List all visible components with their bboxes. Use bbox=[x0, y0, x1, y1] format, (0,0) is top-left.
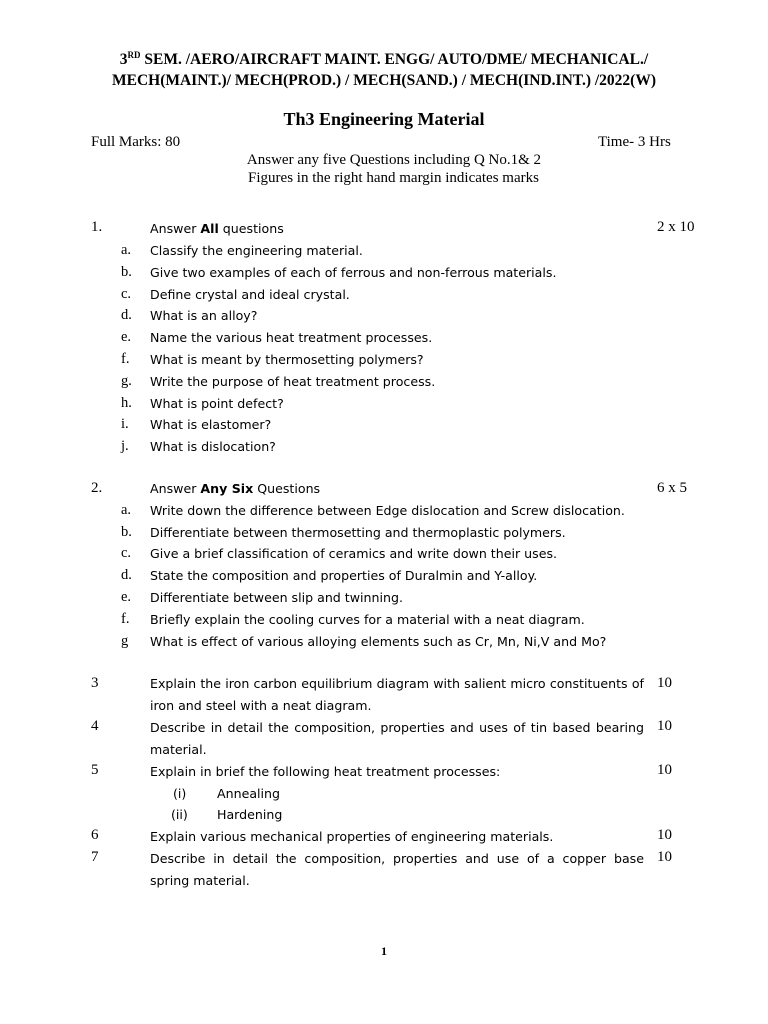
sub-question: State the composition and properties of Duralmin and Y-alloy. bbox=[150, 568, 538, 583]
sub-label: h. bbox=[121, 395, 132, 411]
sub-question: Write the purpose of heat treatment process. bbox=[150, 374, 436, 389]
sub-label: b. bbox=[121, 264, 132, 280]
sub-label: g. bbox=[121, 373, 132, 389]
question-4-text: Describe in detail the composition, properties and uses of tin based bearing material. bbox=[150, 720, 644, 757]
sub-label: a. bbox=[121, 502, 132, 518]
question-number: 2. bbox=[91, 480, 103, 496]
sub-label: f. bbox=[121, 611, 130, 627]
question-2-intro: Answer Any Six Questions bbox=[150, 481, 321, 496]
sub-label: c. bbox=[121, 545, 132, 561]
page-number: 1 bbox=[381, 944, 387, 958]
question-number: 1. bbox=[91, 219, 103, 235]
sub-question: What is point defect? bbox=[150, 396, 284, 411]
sub-question: What is elastomer? bbox=[150, 417, 272, 432]
question-marks: 10 bbox=[657, 675, 672, 691]
sub-question: Name the various heat treatment processes. bbox=[150, 330, 433, 345]
question-marks: 10 bbox=[657, 718, 672, 734]
sub-label: e. bbox=[121, 329, 132, 345]
sub-question: Differentiate between thermosetting and thermoplastic polymers. bbox=[150, 525, 566, 540]
sub-label: d. bbox=[121, 307, 132, 323]
question-marks: 2 x 10 bbox=[657, 219, 695, 235]
full-marks: Full Marks: 80 bbox=[91, 134, 181, 150]
sub-question: What is an alloy? bbox=[150, 308, 258, 323]
question-3-text: Explain the iron carbon equilibrium diagram with salient micro constituents of iron and steel with a neat diagram. bbox=[150, 676, 644, 713]
instruction-1: Answer any five Questions including Q No.1& 2 bbox=[246, 152, 542, 168]
question-1-intro: Answer All questions bbox=[150, 221, 284, 236]
question-marks: 10 bbox=[657, 849, 672, 865]
question-6-text: Explain various mechanical properties of engineering materials. bbox=[150, 829, 554, 844]
question-number: 5 bbox=[91, 762, 99, 778]
sub-item: Hardening bbox=[217, 807, 283, 822]
question-number: 3 bbox=[91, 675, 99, 691]
sub-question: What is effect of various alloying elements such as Cr, Mn, Ni,V and Mo? bbox=[150, 634, 607, 649]
question-marks: 10 bbox=[657, 762, 672, 778]
question-5-text: Explain in brief the following heat treatment processes: bbox=[150, 764, 501, 779]
sub-item: Annealing bbox=[217, 786, 281, 801]
course-list-1: SEM. /AERO/AIRCRAFT MAINT. ENGG/ AUTO/DME/ MECHANICAL./ bbox=[140, 51, 649, 68]
semester-suffix: RD bbox=[127, 50, 141, 60]
question-number: 4 bbox=[91, 718, 99, 734]
question-7-text: Describe in detail the composition, properties and use of a copper base spring material. bbox=[150, 851, 644, 888]
sub-question: Give two examples of each of ferrous and non-ferrous materials. bbox=[150, 265, 557, 280]
sub-question: Briefly explain the cooling curves for a material with a neat diagram. bbox=[150, 612, 585, 627]
sub-label: d. bbox=[121, 567, 132, 583]
sub-label: f. bbox=[121, 351, 130, 367]
sub-question: Define crystal and ideal crystal. bbox=[150, 287, 350, 302]
course-header-line-1 bbox=[0, 50, 768, 69]
sub-label: c. bbox=[121, 286, 132, 302]
time-allowed: Time- 3 Hrs bbox=[598, 134, 671, 150]
sub-label: j. bbox=[121, 438, 129, 454]
sub-label: b. bbox=[121, 524, 132, 540]
course-header-line-2: MECH(MAINT.)/ MECH(PROD.) / MECH(SAND.) / MECH(IND.INT.) /2022(W) bbox=[111, 72, 657, 89]
sub-label: g bbox=[121, 633, 129, 649]
question-number: 6 bbox=[91, 827, 99, 843]
sub-question: Classify the engineering material. bbox=[150, 243, 363, 258]
sub-label: a. bbox=[121, 242, 132, 258]
instruction-2: Figures in the right hand margin indicates marks bbox=[248, 170, 539, 186]
sub-question: Give a brief classification of ceramics and write down their uses. bbox=[150, 546, 558, 561]
sub-label: e. bbox=[121, 589, 132, 605]
sub-question: Write down the difference between Edge dislocation and Screw dislocation. bbox=[150, 503, 625, 518]
semester-number: 3 bbox=[119, 51, 128, 68]
question-marks: 6 x 5 bbox=[657, 480, 687, 496]
question-marks: 10 bbox=[657, 827, 672, 843]
question-number: 7 bbox=[91, 849, 99, 865]
sub-label: i. bbox=[121, 416, 129, 432]
sub-question: What is meant by thermosetting polymers? bbox=[150, 352, 424, 367]
sub-label: (i) bbox=[173, 786, 187, 801]
sub-label: (ii) bbox=[171, 807, 188, 822]
sub-question: Differentiate between slip and twinning. bbox=[150, 590, 403, 605]
sub-question: What is dislocation? bbox=[150, 439, 276, 454]
paper-title: Th3 Engineering Material bbox=[283, 109, 485, 129]
